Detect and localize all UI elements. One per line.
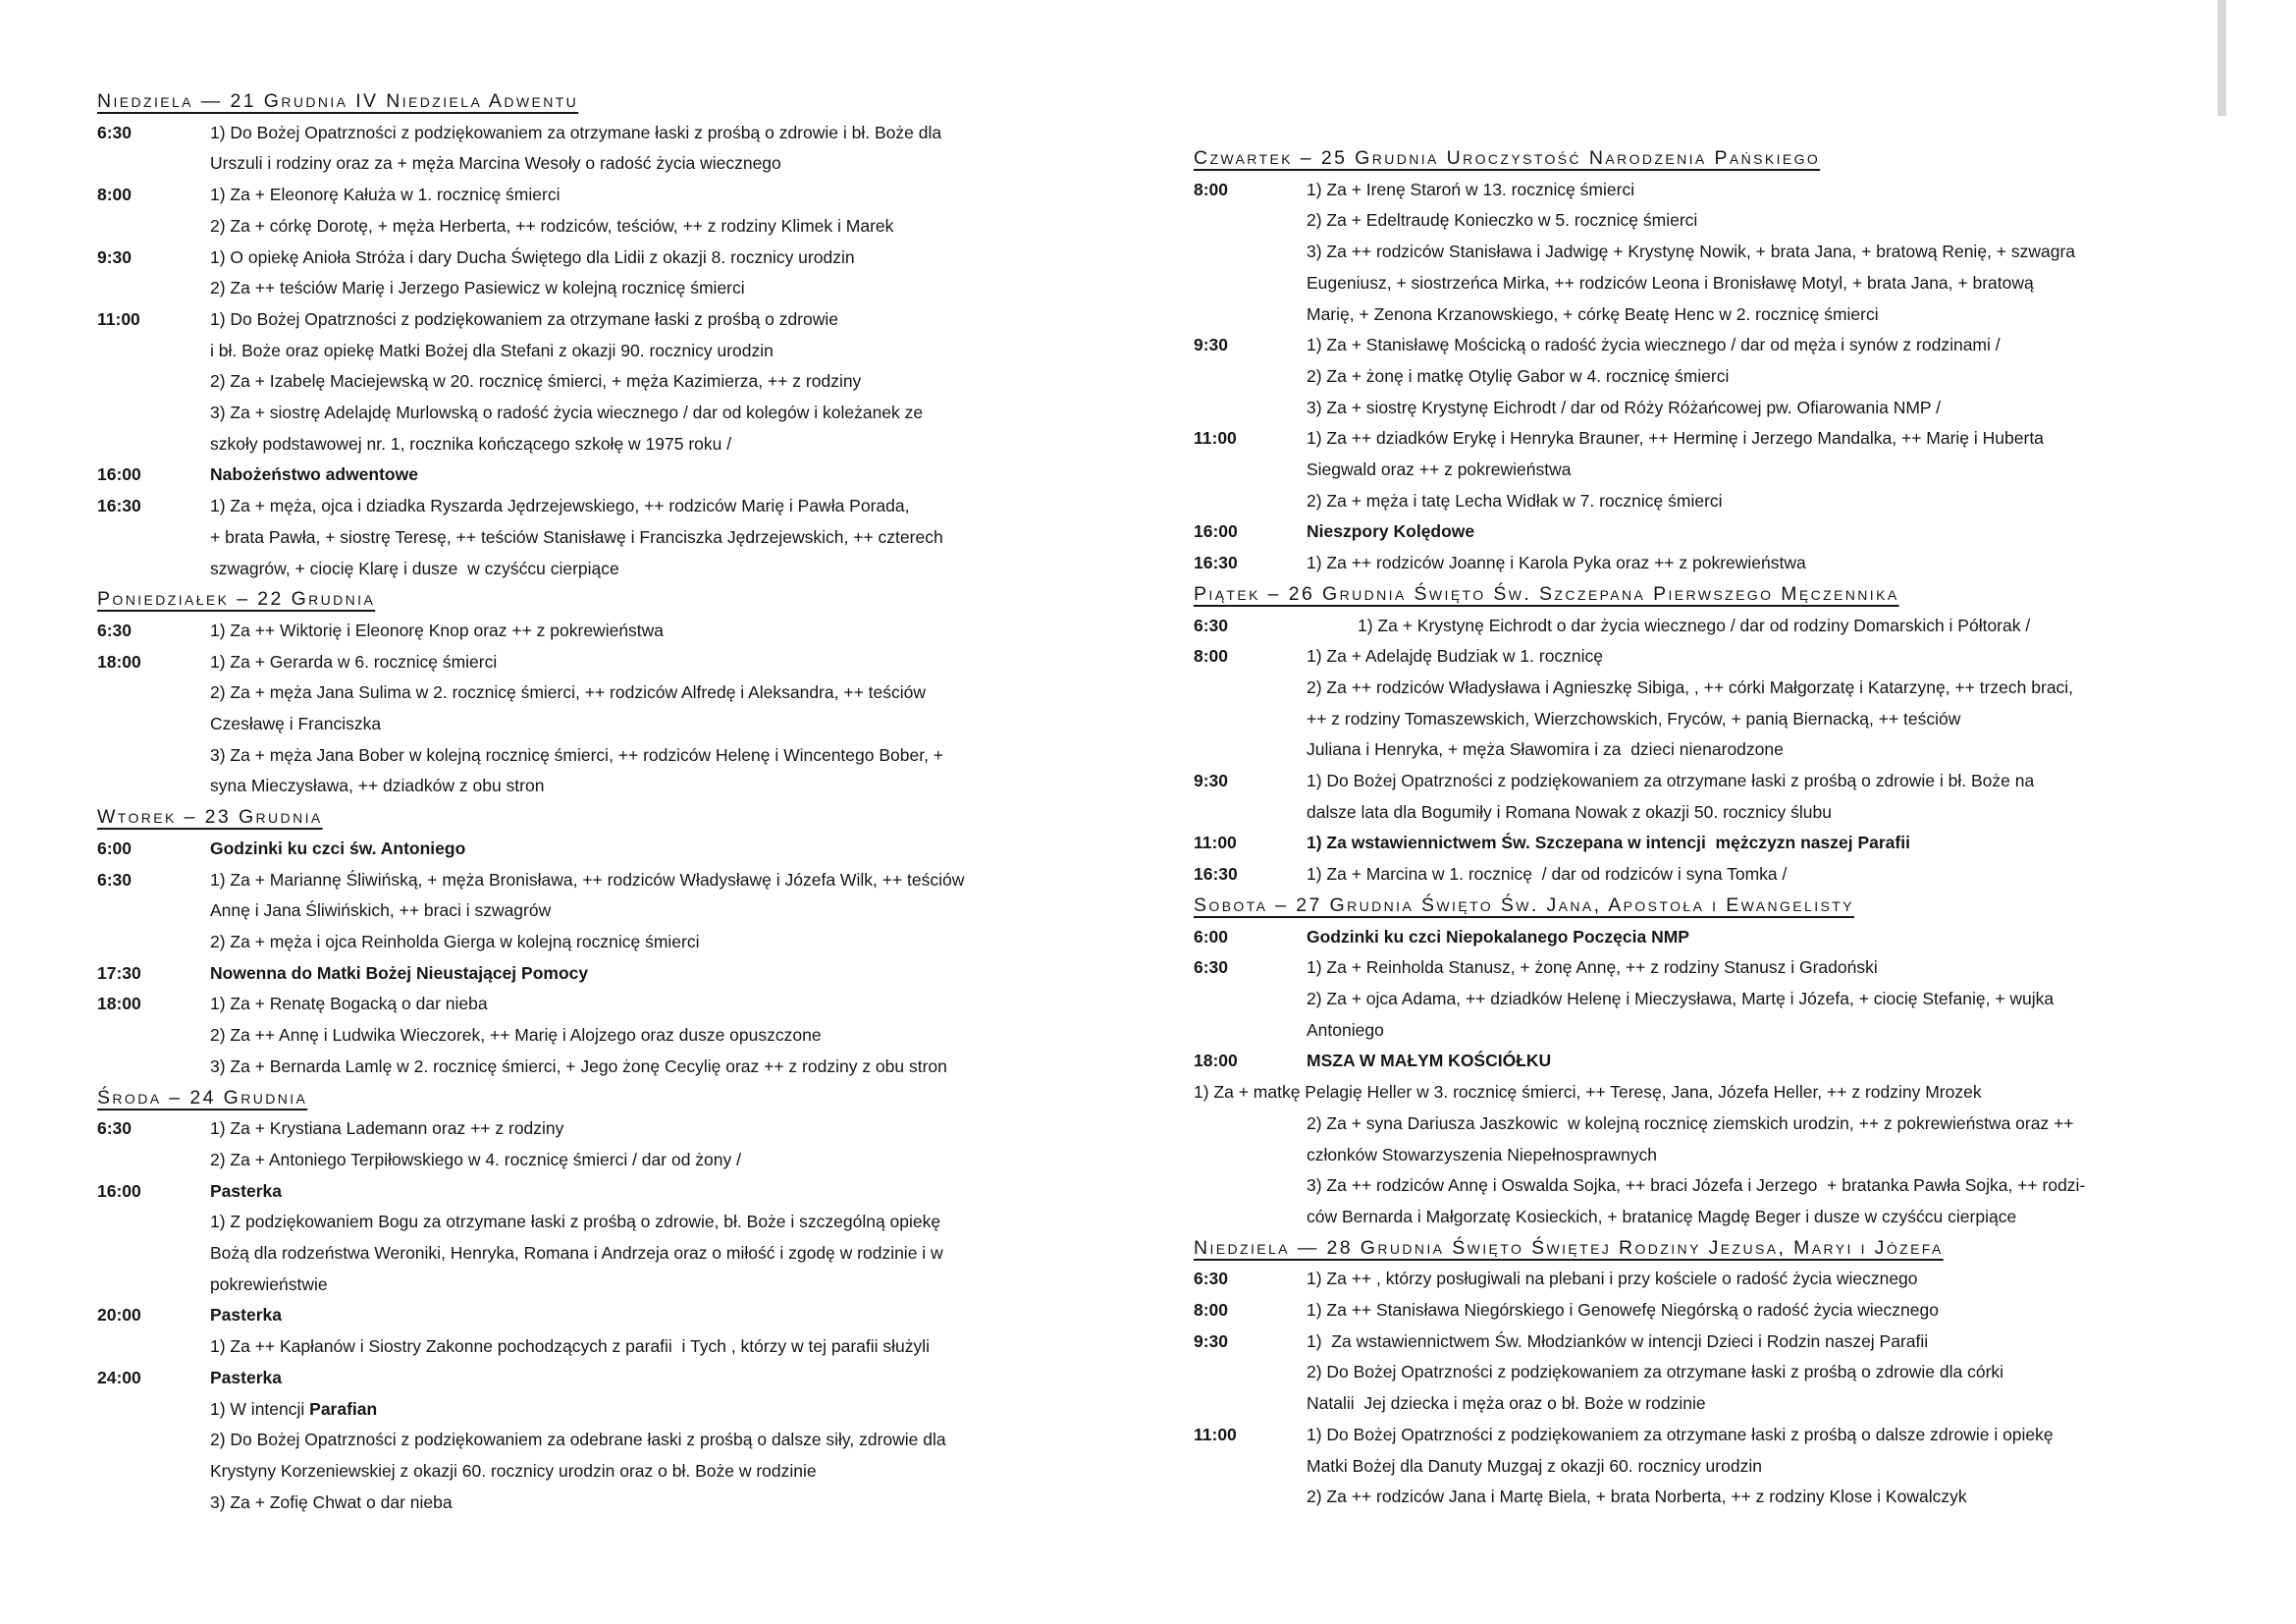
intention-text: Juliana i Henryka, + męża Sławomira i za dzieci nienarodzone [1307, 739, 1784, 760]
intention-line [1307, 423, 2262, 455]
intention-lines [1307, 175, 2262, 331]
intention-line [210, 677, 1140, 709]
intention-text: ++ z rodziny Tomaszewskich, Wierzchowskich, Fryców, + panią Biernacką, ++ teściów [1307, 708, 1961, 729]
intention-text: 1) Za ++ Stanisława Niegórskiego i Genowefę Niegórską o radość życia wiecznego [1307, 1300, 1939, 1321]
day-section [1194, 1233, 2262, 1513]
intention-line [210, 1456, 1140, 1488]
intention-lines [210, 243, 1140, 304]
intention-text: 1) Za ++ Wiktorię i Eleonorę Knop oraz ++ z pokrewieństwa [210, 620, 665, 640]
intention-text-bold: Nieszpory Kolędowe [1307, 521, 1475, 542]
intention-line [1307, 922, 2262, 953]
intention-text: 3) Za + siostrę Adelajdę Murlowską o radość życia wiecznego / dar od kolegów i koleżanek ze [210, 403, 924, 423]
mass-time: 20:00 [97, 1305, 141, 1326]
mass-time: 8:00 [97, 185, 133, 205]
intention-line [210, 491, 1140, 522]
intention-text: 1) Za + Gerarda w 6. rocznicę śmierci [210, 651, 498, 672]
intention-text: ców Bernarda i Małgorzatę Kosieckich, + bratanicę Magdę Beger i dusze w czyśćcu cierpiące [1307, 1206, 2017, 1226]
intention-line [210, 771, 1140, 802]
intention-line [210, 709, 1140, 740]
mass-entry [97, 616, 1140, 647]
intention-text: Natalii Jej dziecka i męża oraz o bł. Boże w rodzinie [1307, 1393, 1706, 1414]
intention-line [1307, 299, 2262, 331]
mass-entry [1194, 1295, 2262, 1326]
mass-time: 16:00 [1194, 521, 1238, 542]
intention-line [1307, 1170, 2262, 1202]
intention-line [210, 398, 1140, 429]
intention-text: Eugeniusz, + siostrzeńca Mirka, ++ rodziców Leona i Bronisławę Motyl, + brata Jana, + bratową [1307, 272, 2034, 293]
intention-line [1307, 1326, 2262, 1358]
intention-line [210, 1488, 1140, 1519]
day-header: Niedziela — 28 Grudnia Święto Świętej Rodziny Jezusa, Maryi i Józefa [1194, 1236, 1944, 1259]
intention-lines [1307, 828, 2262, 859]
intention-line [1307, 1264, 2262, 1295]
intention-text: + brata Pawła, + siostrę Teresę, ++ teściów Stanisławę i Franciszka Jędrzejewskich, ++ czterech [210, 526, 943, 547]
intention-line [210, 1145, 1140, 1176]
mass-entry [97, 460, 1140, 491]
intention-text: Krystyny Korzeniewskiej z okazji 60. rocznicy urodzin oraz o bł. Boże w rodzinie [210, 1460, 817, 1481]
mass-entry [1194, 1046, 2262, 1232]
mass-entry [1194, 548, 2262, 579]
intention-text: 1) Za + Irenę Staroń w 13. rocznicę śmierci [1307, 179, 1635, 199]
day-header: Piątek – 26 Grudnia Święto Św. Szczepana Pierwszego Męczennika [1194, 582, 1899, 605]
intention-text: Czesławę i Franciszka [210, 714, 382, 734]
intention-text: Antoniego [1307, 1019, 1384, 1040]
intention-text-bold: Godzinki ku czci św. Antoniego [210, 838, 466, 858]
intention-text: 2) Do Bożej Opatrzności z podziękowaniem za otrzymane łaski z prośbą o zdrowie dla córki [1307, 1362, 2004, 1382]
intention-text: 1) Za + Adelajdę Budziak w 1. rocznicę [1307, 646, 1604, 667]
intention-lines [210, 865, 1140, 958]
intention-text: 1) Za ++ rodziców Joannę i Karola Pyka oraz ++ z pokrewieństwa [1307, 553, 1806, 573]
intention-line [210, 366, 1140, 398]
intention-lines [210, 834, 1140, 865]
intention-line [210, 647, 1140, 678]
intention-line [1307, 361, 2262, 393]
intention-line [1307, 641, 2262, 673]
day-section [1194, 891, 2262, 1233]
intention-line [1307, 1046, 2262, 1077]
intention-text: 3) Za ++ rodziców Annę i Oswalda Sojka, ++ braci Józefa i Jerzego + bratanka Pawła Sojka, ++ rodzi- [1307, 1175, 2086, 1196]
intention-text-bold: Parafian [309, 1398, 378, 1419]
intention-text: 3) Za + męża Jana Bober w kolejną rocznicę śmierci, ++ rodziców Helenę i Wincentego Bober, + [210, 744, 944, 765]
intention-line [210, 958, 1140, 990]
intention-line [210, 1113, 1140, 1145]
intention-line [1307, 1295, 2262, 1326]
intention-lines [210, 180, 1140, 242]
mass-time: 24:00 [97, 1367, 141, 1387]
mass-time: 6:30 [1194, 957, 1229, 978]
mass-entry [1194, 952, 2262, 1046]
intention-text: 1) W intencji [210, 1398, 310, 1419]
intention-line [210, 1176, 1140, 1208]
intention-line [1307, 611, 2262, 642]
intention-text: Urszuli i rodziny oraz za + męża Marcina Wesoły o radość życia wiecznego [210, 153, 781, 174]
intention-line [210, 1207, 1140, 1238]
intention-line [1307, 1388, 2262, 1420]
intention-lines [1307, 952, 2262, 1046]
mass-time: 6:30 [97, 620, 133, 640]
intention-line [1194, 1077, 2262, 1109]
intention-text: 1) Za + Marcina w 1. rocznicę / dar od rodziców i syna Tomka / [1307, 864, 1788, 885]
mass-time: 9:30 [1194, 1330, 1229, 1351]
intention-line [210, 740, 1140, 772]
intention-text: 1) Do Bożej Opatrzności z podziękowaniem za otrzymane łaski z prośbą o zdrowie i bł. Boże na [1307, 771, 2035, 791]
intention-line [210, 834, 1140, 865]
mass-time: 11:00 [97, 308, 140, 329]
mass-entry [1194, 175, 2262, 331]
intention-text: 2) Za + męża Jana Sulima w 2. rocznicę śmierci, ++ rodziców Alfredę i Aleksandra, ++ teściów [210, 682, 927, 703]
intention-line [1307, 1015, 2262, 1047]
intention-text-bold: 1) Za wstawiennictwem Św. Szczepana w intencji mężczyzn naszej Parafii [1307, 833, 1910, 853]
intention-lines [1307, 641, 2262, 766]
mass-time: 16:00 [97, 464, 141, 485]
mass-entry [1194, 1326, 2262, 1420]
intention-lines [210, 1176, 1140, 1301]
intention-line [210, 118, 1140, 149]
intention-text: 1) Do Bożej Opatrzności z podziękowaniem za otrzymane łaski z prośbą o zdrowie [210, 308, 839, 329]
intention-text: 1) Za + Stanisławę Mościcką o radość życia wiecznego / dar od męża i synów z rodzinami / [1307, 335, 2001, 355]
mass-time: 16:30 [97, 496, 141, 516]
intention-lines [1307, 330, 2262, 423]
day-section [97, 1083, 1140, 1519]
mass-time: 6:30 [1194, 1269, 1229, 1289]
intention-text: 2) Za + męża i tatę Lecha Widłak w 7. rocznicę śmierci [1307, 490, 1723, 511]
day-section [1194, 143, 2262, 579]
intention-line [210, 1425, 1140, 1456]
intention-text: Marię, + Zenona Krzanowskiego, + córkę Beatę Henc w 2. rocznicę śmierci [1307, 303, 1879, 324]
schedule-column-left [97, 86, 1140, 1518]
intention-line [210, 1238, 1140, 1270]
mass-time: 16:30 [1194, 553, 1238, 573]
mass-entry [97, 834, 1140, 865]
mass-time: 16:00 [97, 1180, 141, 1201]
intention-line [1307, 205, 2262, 237]
intention-lines [210, 989, 1140, 1082]
intention-line [210, 1363, 1140, 1394]
intention-line [210, 211, 1140, 243]
mass-entry [1194, 611, 2262, 642]
intention-text: 1) Za ++ , którzy posługiwali na plebani i przy kościele o radość życia wiecznego [1307, 1269, 1918, 1289]
mass-entry [1194, 859, 2262, 891]
intention-line [1307, 330, 2262, 361]
mass-entry [1194, 1420, 2262, 1513]
intention-text-bold: Nabożeństwo adwentowe [210, 464, 418, 485]
intention-line [1307, 175, 2262, 206]
intention-lines [1307, 1295, 2262, 1326]
intention-text: 2) Za + Edeltraudę Konieczko w 5. rocznicę śmierci [1307, 210, 1698, 231]
intention-line [210, 522, 1140, 554]
intention-text: 1) Za + Mariannę Śliwińską, + męża Bronisława, ++ rodziców Władysławę i Józefa Wilk, ++ teściów [210, 869, 965, 890]
mass-entry [1194, 641, 2262, 766]
mass-time: 11:00 [1194, 833, 1237, 853]
mass-entry [97, 491, 1140, 584]
intention-text: 2) Za ++ rodziców Władysława i Agnieszkę Sibiga, , ++ córki Małgorzatę i Katarzynę, ++ trzech braci, [1307, 677, 2074, 697]
intention-lines [210, 958, 1140, 990]
mass-time: 9:30 [1194, 771, 1229, 791]
mass-time: 18:00 [1194, 1051, 1238, 1071]
mass-time: 18:00 [97, 994, 141, 1014]
intention-lines [1307, 766, 2262, 828]
intention-line [1307, 766, 2262, 797]
intention-text: 1) Za ++ dziadków Erykę i Henryka Brauner, ++ Herminę i Jerzego Mandalka, ++ Marię i Huberta [1307, 428, 2044, 449]
intention-line [1307, 673, 2262, 704]
intention-lines [210, 118, 1140, 180]
mass-time: 8:00 [1194, 1300, 1229, 1321]
mass-entry [97, 1113, 1140, 1175]
intention-text: Siegwald oraz ++ z pokrewieństwa [1307, 460, 1572, 480]
intention-text: 2) Za + żonę i matkę Otylię Gabor w 4. rocznicę śmierci [1307, 365, 1730, 386]
mass-time: 17:30 [97, 962, 141, 983]
intention-line [210, 1052, 1140, 1083]
intention-text: szwagrów, + ciocię Klarę i dusze w czyśćcu cierpiące [210, 558, 619, 578]
intention-line [1307, 1420, 2262, 1451]
intention-text: 1) Za + Reinholda Stanusz, + żonę Annę, ++ z rodziny Stanusz i Gradoński [1307, 957, 1878, 978]
mass-entry [97, 958, 1140, 990]
mass-time: 11:00 [1194, 428, 1237, 449]
mass-time: 6:00 [97, 838, 133, 858]
intention-text: 2) Do Bożej Opatrzności z podziękowaniem za odebrane łaski z prośbą o dalsze siły, zdrowie dla [210, 1430, 946, 1450]
intention-line [1307, 268, 2262, 299]
intention-text: 1) Z podziękowaniem Bogu za otrzymane łaski z prośbą o zdrowie, bł. Boże i szczególną opiekę [210, 1212, 941, 1232]
intention-lines [210, 1113, 1140, 1175]
intention-lines [210, 460, 1140, 491]
mass-time: 8:00 [1194, 179, 1229, 199]
mass-entry [97, 865, 1140, 958]
intention-line [210, 1270, 1140, 1301]
intention-line [1307, 1109, 2262, 1140]
intention-line [1307, 1482, 2262, 1513]
scrollbar-thumb[interactable] [2217, 0, 2226, 116]
intention-text: 1) Za wstawiennictwem Św. Młodzianków w intencji Dzieci i Rodzin naszej Parafii [1307, 1330, 1929, 1351]
intention-text: 1) Za + Krystynę Eichrodt o dar życia wiecznego / dar od rodziny Domarskich i Półtorak / [1358, 615, 2031, 635]
intention-text: 1) Za + matkę Pelagię Heller w 3. rocznicę śmierci, ++ Teresę, Jana, Józefa Heller, ++ z rodziny Mrozek [1194, 1082, 1982, 1103]
intention-text-bold: Pasterka [210, 1367, 282, 1387]
intention-text: 3) Za + Bernarda Lamlę w 2. rocznicę śmierci, + Jego żonę Cecylię oraz ++ z rodziny z obu stron [210, 1056, 947, 1076]
intention-lines [210, 304, 1140, 460]
intention-line [1307, 486, 2262, 517]
mass-entry [1194, 423, 2262, 516]
intention-text: 2) Za + syna Dariusza Jaszkowic w kolejną rocznicę ziemskich urodzin, ++ z pokrewieństwa oraz ++ [1307, 1112, 2074, 1133]
day-header: Czwartek – 25 Grudnia Uroczystość Narodzenia Pańskiego [1194, 147, 1821, 169]
mass-entry [97, 647, 1140, 803]
mass-entry [1194, 766, 2262, 828]
mass-entry [1194, 516, 2262, 548]
intention-line [1307, 734, 2262, 766]
intention-text-bold: Godzinki ku czci Niepokalanego Poczęcia NMP [1307, 926, 1689, 947]
mass-time: 18:00 [97, 651, 141, 672]
mass-time: 6:00 [1194, 926, 1229, 947]
mass-time: 6:30 [97, 122, 133, 142]
intention-lines [1307, 611, 2262, 642]
intention-text: 3) Za ++ rodziców Stanisława i Jadwigę + Krystynę Nowik, + brata Jana, + bratową Renię, + szwagra [1307, 242, 2076, 262]
intention-line [1307, 516, 2262, 548]
mass-entry [97, 118, 1140, 180]
schedule-column-right [1194, 143, 2262, 1513]
mass-entry [97, 243, 1140, 304]
mass-entry [1194, 922, 2262, 953]
intention-line [210, 865, 1140, 896]
intention-line [210, 304, 1140, 336]
mass-entry [97, 1363, 1140, 1519]
intention-lines [210, 647, 1140, 803]
intention-lines [1307, 922, 2262, 953]
day-header: Środa – 24 Grudnia [97, 1086, 308, 1109]
intention-line [1307, 548, 2262, 579]
intention-text: 3) Za + siostrę Krystynę Eichrodt / dar od Róży Różańcowej pw. Ofiarowania NMP / [1307, 397, 1941, 417]
intention-text: 2) Za + Izabelę Maciejewską w 20. rocznicę śmierci, + męża Kazimierza, ++ z rodziny [210, 371, 862, 392]
intention-text: 1) Za + męża, ojca i dziadka Ryszarda Jędrzejewskiego, ++ rodziców Marię i Pawła Porada, [210, 496, 910, 516]
intention-lines [1307, 423, 2262, 516]
intention-text-bold: Nowenna do Matki Bożej Nieustającej Pomocy [210, 962, 589, 983]
intention-line [1307, 797, 2262, 829]
intention-line [210, 554, 1140, 585]
intention-line [1307, 1357, 2262, 1388]
intention-lines [1307, 516, 2262, 548]
intention-text: syna Mieczysława, ++ dziadków z obu stron [210, 776, 545, 796]
mass-time: 11:00 [1194, 1424, 1237, 1444]
intention-text: i bł. Boże oraz opiekę Matki Bożej dla Stefani z okazji 90. rocznicy urodzin [210, 340, 774, 360]
intention-line [210, 927, 1140, 958]
mass-entry [1194, 828, 2262, 859]
intention-text: 1) Za + Eleonorę Kałuża w 1. rocznicę śmierci [210, 185, 561, 205]
mass-time: 6:30 [1194, 615, 1229, 635]
mass-entry [97, 304, 1140, 460]
intention-text: 2) Za + córkę Dorotę, + męża Herberta, ++ rodziców, teściów, ++ z rodziny Klimek i Marek [210, 215, 894, 236]
intention-line [210, 895, 1140, 927]
intention-text: Matki Bożej dla Danuty Muzgaj z okazji 60. rocznicy urodzin [1307, 1455, 1762, 1476]
intention-text: 1) Za ++ Kapłanów i Siostry Zakonne pochodzących z parafii i Tych , którzy w tej parafii służyli [210, 1336, 931, 1357]
intention-line [1307, 704, 2262, 735]
intention-line [210, 148, 1140, 180]
intention-line [210, 989, 1140, 1020]
day-section [1194, 579, 2262, 891]
intention-line [210, 1020, 1140, 1052]
intention-line [1307, 952, 2262, 984]
intention-line [210, 1300, 1140, 1331]
intention-text: 2) Za + męża i ojca Reinholda Gierga w kolejną rocznicę śmierci [210, 931, 700, 951]
day-header: Sobota – 27 Grudnia Święto Św. Jana, Apostoła i Ewangelisty [1194, 893, 1854, 916]
mass-time: 9:30 [97, 246, 133, 267]
intention-lines [1307, 859, 2262, 891]
intention-text: 2) Za ++ teściów Marię i Jerzego Pasiewicz w kolejną rocznicę śmierci [210, 278, 745, 298]
intention-line [210, 273, 1140, 304]
intention-text: pokrewieństwie [210, 1273, 328, 1294]
intention-line [1307, 237, 2262, 268]
intention-text: członków Stowarzyszenia Niepełnosprawnych [1307, 1144, 1657, 1164]
intention-text: Annę i Jana Śliwińskich, ++ braci i szwagrów [210, 900, 552, 921]
intention-line [1307, 393, 2262, 424]
intention-text: dalsze lata dla Bogumiły i Romana Nowak z okazji 50. rocznicy ślubu [1307, 801, 1832, 822]
intention-text: szkoły podstawowej nr. 1, rocznika kończącego szkołę w 1975 roku / [210, 433, 732, 454]
intention-text: 1) O opiekę Anioła Stróża i dary Ducha Świętego dla Lidii z okazji 8. rocznicy urodzin [210, 246, 855, 267]
intention-text: 2) Za + ojca Adama, ++ dziadków Helenę i Mieczysława, Martę i Józefa, + ciocię Stefanię, + wujka [1307, 988, 2055, 1008]
intention-text: 1) Do Bożej Opatrzności z podziękowaniem za otrzymane łaski z prośbą o zdrowie i bł. Boże dla [210, 122, 942, 142]
intention-lines [210, 1363, 1140, 1519]
intention-lines [1307, 1264, 2262, 1295]
intention-text: 1) Do Bożej Opatrzności z podziękowaniem za otrzymane łaski z prośbą o dalsze zdrowie i opiekę [1307, 1424, 2054, 1444]
intention-text: 3) Za + Zofię Chwat o dar nieba [210, 1491, 453, 1512]
intention-line [1307, 455, 2262, 486]
day-header: Niedziela — 21 Grudnia IV Niedziela Adwentu [97, 90, 579, 112]
mass-time: 16:30 [1194, 864, 1238, 885]
day-header: Poniedziałek – 22 Grudnia [97, 588, 376, 611]
day-section [97, 802, 1140, 1082]
intention-line [210, 460, 1140, 491]
mass-time: 6:30 [97, 1118, 133, 1139]
mass-time: 6:30 [97, 869, 133, 890]
day-header: Wtorek – 23 Grudnia [97, 806, 323, 829]
mass-entry [97, 1176, 1140, 1301]
intention-text-bold: Pasterka [210, 1180, 282, 1201]
intention-line [210, 336, 1140, 367]
intention-lines [1307, 1420, 2262, 1513]
intention-line [210, 616, 1140, 647]
mass-entry [97, 180, 1140, 242]
mass-time: 9:30 [1194, 335, 1229, 355]
intention-lines [1307, 1326, 2262, 1420]
intention-line [1307, 1451, 2262, 1483]
intention-line [210, 429, 1140, 460]
day-section [97, 86, 1140, 584]
intention-line [1307, 828, 2262, 859]
intention-line [1307, 1202, 2262, 1233]
intention-line [210, 180, 1140, 211]
mass-entry [1194, 330, 2262, 423]
day-section [97, 584, 1140, 802]
intention-lines [210, 1300, 1140, 1362]
mass-entry [97, 989, 1140, 1082]
intention-lines [1307, 548, 2262, 579]
mass-entry [1194, 1264, 2262, 1295]
intention-text-bold: MSZA W MAŁYM KOŚCIÓŁKU [1307, 1051, 1552, 1071]
mass-entry [97, 1300, 1140, 1362]
intention-line [1307, 1140, 2262, 1171]
intention-text: Bożą dla rodzeństwa Weroniki, Henryka, Romana i Andrzeja oraz o miłość i zgodę w rodzinie i w [210, 1243, 943, 1264]
intention-line [210, 1331, 1140, 1363]
mass-time: 8:00 [1194, 646, 1229, 667]
intention-text: 2) Za ++ Annę i Ludwika Wieczorek, ++ Marię i Alojzego oraz dusze opuszczone [210, 1025, 822, 1046]
intention-line [210, 1394, 1140, 1426]
intention-lines [210, 491, 1140, 584]
intention-line [1307, 984, 2262, 1015]
intention-lines [210, 616, 1140, 647]
intention-text: 1) Za + Renatę Bogacką o dar nieba [210, 994, 488, 1014]
intention-text-bold: Pasterka [210, 1305, 282, 1326]
intention-text: 2) Za ++ rodziców Jana i Martę Biela, + brata Norberta, ++ z rodziny Klose i Kowalczyk [1307, 1487, 1967, 1507]
intention-line [1307, 859, 2262, 891]
intention-text: 2) Za + Antoniego Terpiłowskiego w 4. rocznicę śmierci / dar od żony / [210, 1149, 741, 1169]
intention-line [210, 243, 1140, 274]
intention-text: 1) Za + Krystiana Lademann oraz ++ z rodziny [210, 1118, 564, 1139]
